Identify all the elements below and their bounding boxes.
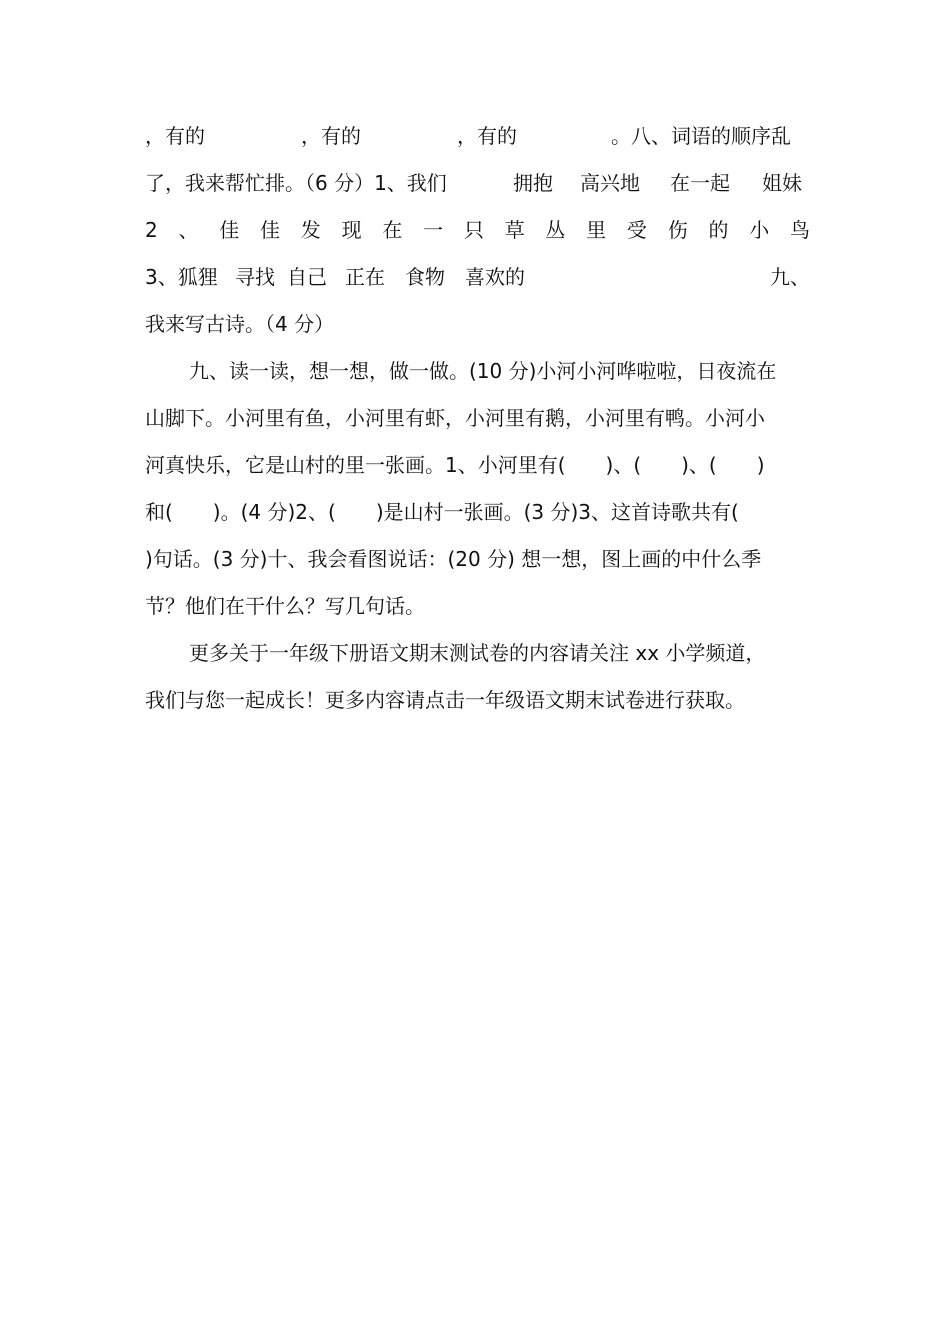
paragraph-line: )句话。(3 分)十、我会看图说话：(20 分) 想一想，图上画的中什么季 [145,547,762,571]
text-line-5: 我来写古诗。（4 分） [145,312,335,336]
text-char: 发 [300,218,321,242]
paragraph-line: 河真快乐，它是山村的里一张画。1、小河里有( )、( )、( ) [145,453,765,477]
text-segment: ，有的 [457,124,517,148]
text-segment: 3、狐狸 [145,265,218,289]
paragraph-line: 节？他们在干什么？写几句话。 [145,594,425,618]
paragraph-line: 更多关于一年级下册语文期末测试卷的内容请关注 xx 小学频道， [189,641,766,665]
paragraph-line: 山脚下。小河里有鱼，小河里有虾，小河里有鹅，小河里有鸭。小河小 [145,406,765,430]
text-char: 的 [708,218,729,242]
text-segment: 在一起 [670,171,730,195]
text-segment: 了，我来帮忙排。（6 分）1、我们 [145,171,447,195]
text-char: 在 [382,218,403,242]
text-segment: 食物 [405,265,445,289]
text-char: 只 [463,218,484,242]
text-segment: 高兴地 [580,171,640,195]
text-line-3 [145,207,810,254]
text-segment: 寻找 [235,265,275,289]
text-segment: ，有的 [145,124,205,148]
text-segment: 自己 [287,265,327,289]
text-segment: ，有的 [301,124,361,148]
text-char: 丛 [545,218,566,242]
text-char: 、 [178,218,199,242]
text-char: 草 [504,218,525,242]
text-segment: 九、 [770,265,810,289]
text-char: 小 [749,218,770,242]
text-line-1 [145,113,810,160]
text-segment: 喜欢的 [465,265,525,289]
text-line-2 [145,160,810,207]
document-body [145,113,810,724]
text-char: 鸟 [789,218,810,242]
text-char: 佳 [260,218,281,242]
text-segment: 。八、词语的顺序乱 [611,124,791,148]
text-segment: 姐妹 [762,171,802,195]
paragraph-line: 我们与您一起成长！更多内容请点击一年级语文期末试卷进行获取。 [145,688,745,712]
text-char: 2 [145,218,158,242]
text-char: 佳 [219,218,240,242]
paragraph-line: 九、读一读，想一想，做一做。(10 分)小河小河哗啦啦，日夜流在 [189,359,777,383]
text-char: 现 [341,218,362,242]
text-line-4 [145,254,810,301]
text-char: 伤 [667,218,688,242]
paragraph-line: 和( )。(4 分)2、( )是山村一张画。(3 分)3、这首诗歌共有( [145,500,739,524]
text-char: 一 [423,218,444,242]
text-char: 里 [586,218,607,242]
text-char: 受 [626,218,647,242]
text-segment: 拥抱 [513,171,553,195]
text-segment: 正在 [345,265,385,289]
